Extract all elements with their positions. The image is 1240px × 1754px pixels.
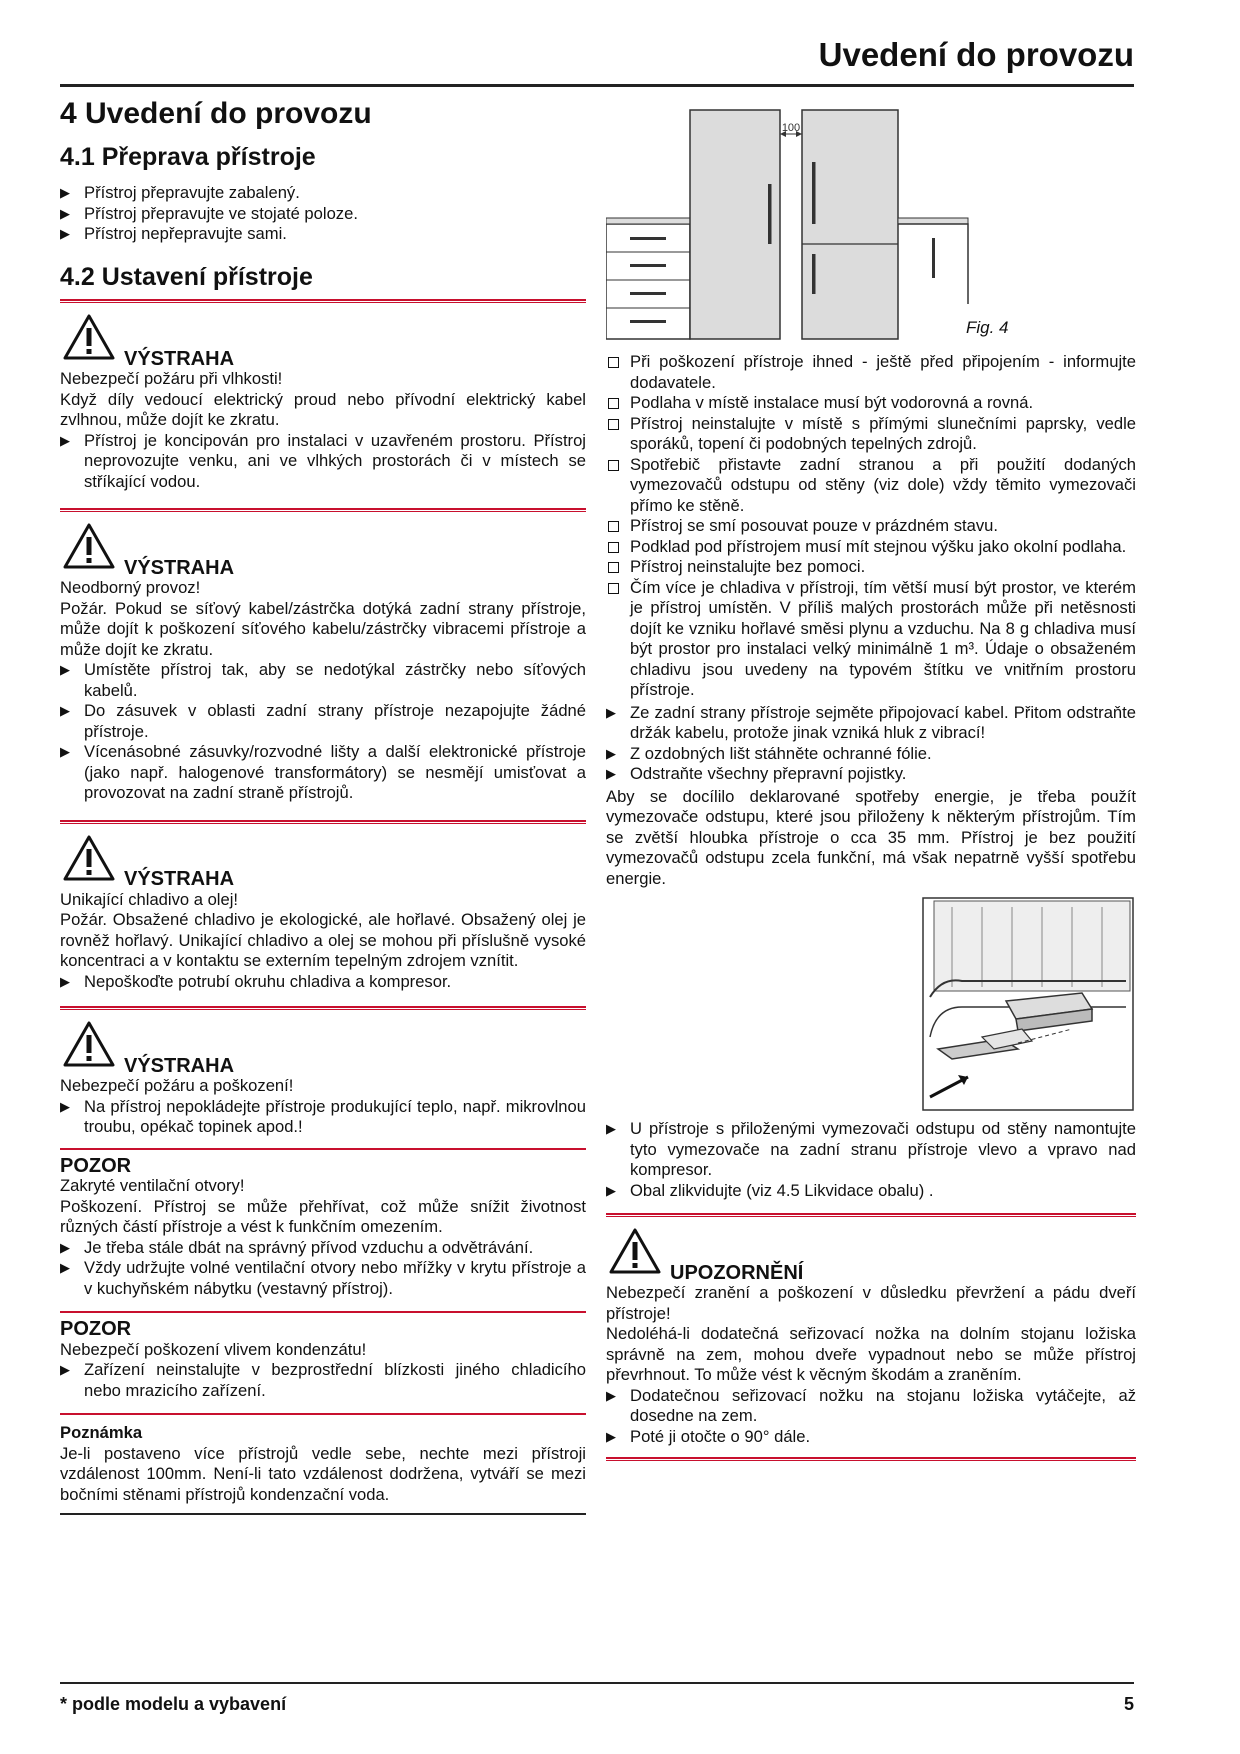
- section-4-2-title: 4.2 Ustavení přístroje: [60, 262, 313, 291]
- red-rule: [606, 1213, 1136, 1217]
- checklist-item: Přístroj neinstalujte bez pomoci.: [606, 557, 1136, 578]
- warning-box: [60, 520, 586, 804]
- figure-caption: Fig. 4: [966, 318, 1009, 337]
- warning-hazard: Unikající chladivo a olej!: [60, 889, 239, 909]
- warning-triangle-icon: [62, 1020, 116, 1068]
- red-line: [60, 1413, 586, 1415]
- energy-paragraph: Aby se docílilo deklarované spotřeby energie, je třeba použít vymezovače odstupu, které jsou přiloženy k některým přístrojům. Tím se zvětší hloubka přístroje o cca 35 mm. Přístroj je bez použití vymezovačů odstupu zcela funkční, má však nepatrně vyšší spotřebu energie.: [606, 786, 1136, 888]
- red-rule: [606, 1457, 1136, 1461]
- checklist-item: Spotřebič přistavte zadní stranou a při použití dodaných vymezovačů odstupu od stěny (viz dole) vždy těmito vymezovači přímo ke stěně.: [606, 455, 1136, 517]
- page-number: 5: [1123, 1694, 1134, 1714]
- red-rule: [60, 508, 586, 512]
- notice-list: [606, 1386, 1136, 1448]
- notice-box: [606, 1225, 1136, 1447]
- list-item: ▶ Vícenásobné zásuvky/rozvodné lišty a další elektronické přístroje (jako např. halogenové transformátory) se nesmějí umisťovat a provozovat na zadní straně přístrojů.: [60, 742, 586, 804]
- footer-rule: [60, 1682, 1134, 1684]
- caution-text: Poškození. Přístroj se může přehřívat, což může snížit životnost různých částí přístroje a vést k funkčním omezením.: [60, 1196, 586, 1236]
- caution-list: [60, 1238, 586, 1300]
- list-item: ▶ Odstraňte všechny přepravní pojistky.: [606, 764, 1136, 785]
- gap-dimension-label: 100: [781, 122, 801, 134]
- warning-list: [60, 431, 586, 493]
- note-box: [60, 1423, 586, 1505]
- installation-checklist: [606, 352, 1136, 701]
- chapter-title: 4 Uvedení do provozu: [60, 97, 372, 130]
- caution-hazard: Zakryté ventilační otvory!: [60, 1176, 245, 1195]
- list-item: ▶ Vždy udržujte volné ventilační otvory nebo mřížky v krytu přístroje a v kuchyňském nábytku (vestavný přístroj).: [60, 1258, 586, 1299]
- list-item: ▶ Z ozdobných lišt stáhněte ochranné fólie.: [606, 744, 1136, 765]
- warning-box: [60, 1018, 586, 1138]
- list-item: ▶ U přístroje s přiloženými vymezovači odstupu od stěny namontujte tyto vymezovače na zadní stranu přístroje vlevo a vpravo nad kompresor.: [606, 1119, 1136, 1181]
- list-item: ▶ Dodatečnou seřizovací nožku na stojanu ložiska vytáčejte, až dosedne na zem.: [606, 1386, 1136, 1427]
- warning-list: [60, 972, 586, 993]
- warning-triangle-icon: [62, 522, 116, 570]
- warning-header: [60, 832, 586, 890]
- caution-hazard: Nebezpečí poškození vlivem kondenzátu!: [60, 1339, 367, 1359]
- warning-hazard: Neodborný provoz!: [60, 578, 201, 597]
- warning-list: [60, 1097, 586, 1138]
- warning-triangle-icon: [62, 834, 116, 882]
- notice-text: Nedoléhá-li dodatečná seřizovací nožka na dolním stojanu ložiska správně na zem, mohou dveře vypadnout nebo se může přístroj převrhnout. To může vést k věcným škodám a zraněním.: [606, 1324, 1136, 1384]
- list-item: ▶ Přístroj nepřepravujte sami.: [60, 224, 586, 245]
- notice-header: [606, 1225, 1136, 1283]
- warning-hazard: Nebezpečí požáru a poškození!: [60, 1076, 294, 1095]
- red-rule: [60, 299, 586, 303]
- preparation-list: [606, 703, 1136, 785]
- list-item: ▶ Na přístroj nepokládejte přístroje produkující teplo, např. mikrovlnou troubu, opékač topinek apod.!: [60, 1097, 586, 1138]
- running-header: Uvedení do provozu: [818, 36, 1134, 73]
- list-item: ▶ Přístroj přepravujte ve stojaté poloze.: [60, 204, 586, 225]
- red-rule: [60, 1006, 586, 1010]
- checklist-item: Čím více je chladiva v přístroji, tím větší musí být prostor, ve kterém je přístroj umístěn. V příliš malých prostorách může při netěsnosti dojít ke vzniku hořlavé směsi plynu a vzduchu. Na 8 g chladiva musí být prostor pro instalaci velký minimálně 1 m³. Údaje o obsaženém chladivu jsou uvedeny na typovém štítku ve vnitřním prostoru přístroje.: [606, 578, 1136, 701]
- warning-text: Požár. Obsažené chladivo je ekologické, ale hořlavé. Obsažený olej je rovněž hořlavý. Unikající chladivo a olej se mohou při příslušně vysoké koncentraci a v kontaktu se externím tepelným zdrojem vznítit.: [60, 910, 586, 970]
- left-column: [60, 97, 586, 1515]
- note-label: Poznámka: [60, 1423, 143, 1442]
- list-item: ▶ Do zásuvek v oblasti zadní strany přístroje nezapojujte žádné přístroje.: [60, 701, 586, 742]
- header-rule: [60, 84, 1134, 87]
- list-item: ▶ Obal zlikvidujte (viz 4.5 Likvidace obalu) .: [606, 1181, 1136, 1202]
- warning-box: [60, 832, 586, 993]
- transport-list: [60, 183, 586, 245]
- list-item: ▶ Přístroj přepravujte zabalený.: [60, 183, 586, 204]
- caution-box: [60, 1156, 586, 1300]
- warning-triangle-icon: [608, 1227, 662, 1275]
- figure-4: [606, 104, 1136, 344]
- list-item: ▶ Je třeba stále dbát na správný přívod vzduchu a odvětrávání.: [60, 1238, 586, 1259]
- warning-box: [60, 311, 586, 492]
- fridge-placement-illustration: [606, 104, 1136, 344]
- warning-label: VÝSTRAHA: [124, 868, 235, 890]
- list-item: ▶ Poté ji otočte o 90° dále.: [606, 1427, 1136, 1448]
- red-line: [60, 1148, 586, 1150]
- warning-header: [60, 311, 586, 369]
- section-4-1-title: 4.1 Přeprava přístroje: [60, 142, 316, 171]
- warning-list: [60, 660, 586, 804]
- red-rule: [60, 820, 586, 824]
- warning-header: [60, 520, 586, 578]
- caution-label: POZOR: [60, 1318, 132, 1340]
- warning-label: VÝSTRAHA: [124, 556, 235, 579]
- note-text: Je-li postaveno více přístrojů vedle sebe, nechte mezi přístroji vzdálenost 100mm. Není-li tato vzdálenost dodržena, vytváří se mezi bočními stěnami přístrojů kondenzační voda.: [60, 1443, 586, 1504]
- warning-text: Požár. Pokud se síťový kabel/zástrčka dotýká zadní strany přístroje, může dojít k poškození síťového kabelu/zástrčky vibracemi přístroje a může dojít ke zkratu.: [60, 598, 586, 659]
- warning-hazard: Nebezpečí požáru při vlhkosti!: [60, 369, 283, 388]
- warning-header: [60, 1018, 586, 1076]
- checklist-item: Přístroj se smí posouvat pouze v prázdném stavu.: [606, 516, 1136, 537]
- red-line: [60, 1311, 586, 1313]
- spacer-figure: [922, 897, 1134, 1111]
- notice-label: UPOZORNĚNÍ: [670, 1261, 804, 1284]
- list-item: ▶ Umístěte přístroj tak, aby se nedotýkal zástrčky nebo síťových kabelů.: [60, 660, 586, 701]
- caution-box: [60, 1319, 586, 1401]
- right-column: [606, 352, 1136, 1461]
- wall-spacer-illustration: [922, 897, 1134, 1111]
- list-item: ▶ Přístroj je koncipován pro instalaci v uzavřeném prostoru. Přístroj neprovozujte venku, ani ve vlhkých prostorách či v místech se stříkající vodou.: [60, 431, 586, 493]
- list-item: ▶ Zařízení neinstalujte v bezprostřední blízkosti jiného chladicího nebo mrazicího zařízení.: [60, 1360, 586, 1401]
- checklist-item: Podklad pod přístrojem musí mít stejnou výšku jako okolní podlaha.: [606, 537, 1136, 558]
- list-item: ▶ Ze zadní strany přístroje sejměte připojovací kabel. Přitom odstraňte držák kabelu, protože jinak vzniká hluk z vibrací!: [606, 703, 1136, 744]
- warning-label: VÝSTRAHA: [124, 1054, 235, 1077]
- warning-text: Když díly vedoucí elektrický proud nebo přívodní elektrický kabel zvlhnou, může dojít ke zkratu.: [60, 389, 586, 429]
- warning-triangle-icon: [62, 313, 116, 361]
- footer-note: * podle modelu a vybavení: [60, 1694, 287, 1714]
- checklist-item: Při poškození přístroje ihned - ještě před připojením - informujte dodavatele.: [606, 352, 1136, 393]
- caution-label: POZOR: [60, 1154, 132, 1177]
- checklist-item: Podlaha v místě instalace musí být vodorovná a rovná.: [606, 393, 1136, 414]
- list-item: ▶ Nepoškoďte potrubí okruhu chladiva a kompresor.: [60, 972, 586, 993]
- notice-hazard: Nebezpečí zranění a poškození v důsledku převržení a pádu dveří přístroje!: [606, 1283, 1136, 1323]
- warning-label: VÝSTRAHA: [124, 347, 235, 370]
- checklist-item: Přístroj neinstalujte v místě s přímými slunečními paprsky, vedle sporáků, topení či podobných tepelných zdrojů.: [606, 414, 1136, 455]
- mounting-list: [606, 1119, 1136, 1201]
- caution-list: [60, 1360, 586, 1401]
- note-rule: [60, 1513, 586, 1515]
